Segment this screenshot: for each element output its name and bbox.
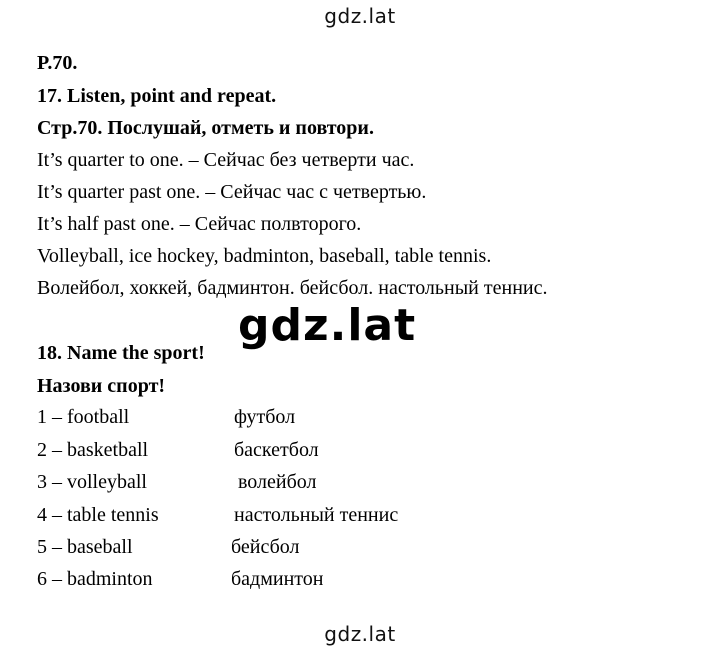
page-reference: P.70. [37, 52, 78, 74]
watermark-middle: gdz.lat [238, 300, 417, 351]
sport-item-en: 6 – badminton [37, 568, 153, 590]
sport-item-ru: бейсбол [231, 536, 300, 558]
watermark-top: gdz.lat [324, 4, 396, 28]
ex17-line-4: Volleyball, ice hockey, badminton, baseball, table tennis. [37, 245, 492, 267]
exercise-18-heading: 18. Name the sport! [37, 342, 205, 364]
sport-item-ru: волейбол [238, 471, 317, 493]
watermark-bottom: gdz.lat [324, 622, 396, 646]
sport-item-ru: футбол [234, 406, 296, 428]
ex17-line-3: It’s half past one. – Сейчас полвторого. [37, 213, 362, 235]
exercise-17-heading-ru: Стр.70. Послушай, отметь и повтори. [37, 117, 374, 139]
sport-item-ru: бадминтон [231, 568, 324, 590]
ex17-line-2: It’s quarter past one. – Сейчас час с четвертью. [37, 181, 427, 203]
ex17-line-5: Волейбол, хоккей, бадминтон. бейсбол. настольный теннис. [37, 277, 548, 299]
sport-item-en: 4 – table tennis [37, 504, 159, 526]
sport-item-ru: настольный теннис [234, 504, 399, 526]
exercise-18-heading-ru: Назови спорт! [37, 375, 166, 397]
sport-item-en: 1 – football [37, 406, 130, 428]
exercise-17-heading: 17. Listen, point and repeat. [37, 85, 277, 107]
sport-item-ru: баскетбол [234, 439, 319, 461]
ex17-line-1: It’s quarter to one. – Сейчас без четверти час. [37, 149, 415, 171]
sport-item-en: 2 – basketball [37, 439, 149, 461]
sport-item-en: 5 – baseball [37, 536, 133, 558]
sport-item-en: 3 – volleyball [37, 471, 147, 493]
